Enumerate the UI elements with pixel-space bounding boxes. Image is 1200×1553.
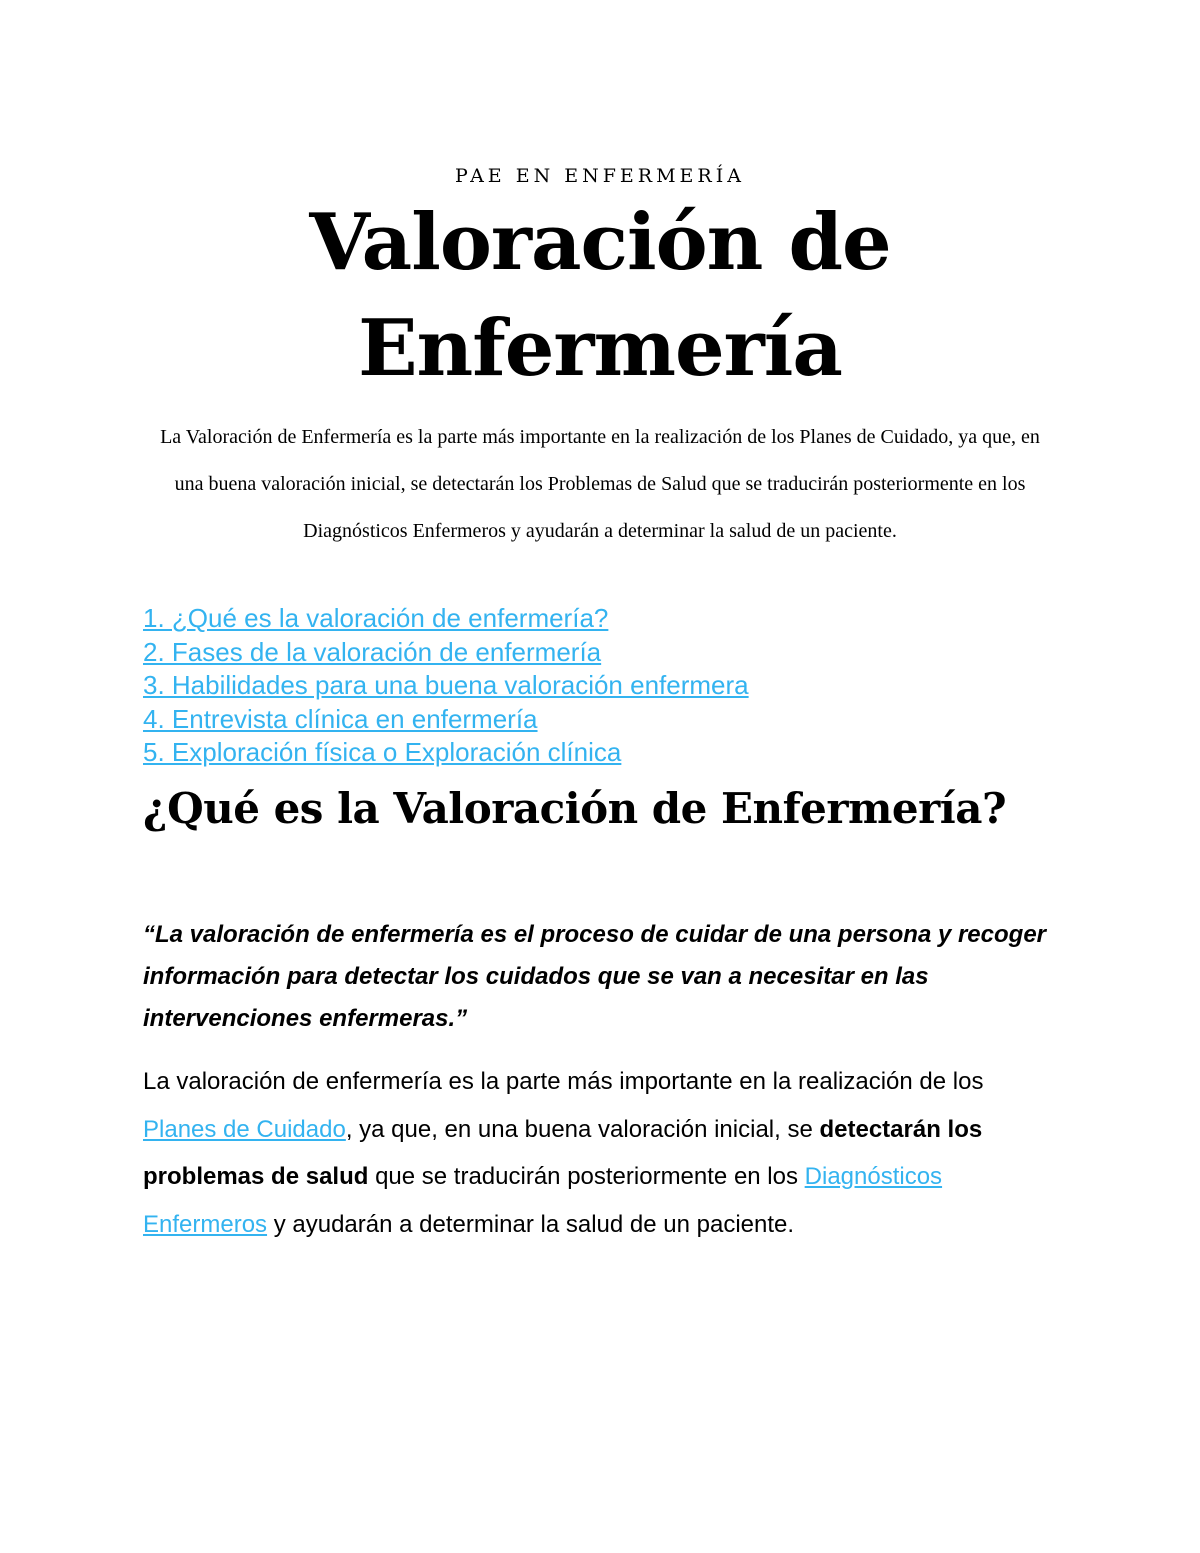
table-of-contents xyxy=(143,602,1063,770)
body-text-part-2: , ya que, en una buena valoración inicial, se xyxy=(345,1115,820,1143)
toc-link-5[interactable]: 5. Exploración física o Exploración clínica xyxy=(143,737,622,767)
toc-item xyxy=(143,703,1063,737)
body-paragraph xyxy=(143,1058,1063,1248)
body-text-part-1: La valoración de enfermería es la parte más importante en la realización de los xyxy=(143,1068,984,1095)
toc-item xyxy=(143,636,1063,670)
intro-paragraph: La Valoración de Enfermería es la parte más importante en la realización de los Planes de Cuidado, ya que, en una buena valoración inicial, se detectarán los Problemas de Salud que se traducirán posteriormente en los Diagnósticos Enfermeros y ayudarán a determinar la salud de un paciente. xyxy=(160,426,1040,542)
toc-link-3[interactable]: 3. Habilidades para una buena valoración enfermera xyxy=(143,670,749,700)
body-text-part-4: y ayudarán a determinar la salud de un paciente. xyxy=(267,1210,795,1238)
planes-de-cuidado-link[interactable]: Planes de Cuidado xyxy=(143,1115,346,1143)
toc-item xyxy=(143,602,1063,636)
page-title xyxy=(100,190,1100,402)
diagnosticos-enfermeros-link[interactable]: Diagnósticos Enfermeros xyxy=(143,1163,943,1238)
toc-link-4[interactable]: 4. Entrevista clínica en enfermería xyxy=(143,703,538,734)
definition-quote: “La valoración de enfermería es el proceso de cuidar de una persona y recoger información para detectar los cuidados que se van a necesitar en las intervenciones enfermeras.” xyxy=(143,921,1047,1032)
body-text-bold: detectarán los problemas de salud xyxy=(143,1115,983,1190)
toc-item xyxy=(143,669,1063,703)
category-kicker: PAE EN ENFERMERÍA xyxy=(455,165,745,187)
page-title-line-2: Enfermería xyxy=(358,303,842,394)
toc-link-1[interactable]: 1. ¿Qué es la valoración de enfermería? xyxy=(143,603,609,633)
page-title-line-1: Valoración de xyxy=(309,197,891,288)
section-heading: ¿Qué es la Valoración de Enfermería? xyxy=(143,784,1007,833)
toc-link-2[interactable]: 2. Fases de la valoración de enfermería xyxy=(143,636,602,667)
body-text-part-3: que se traducirán posteriormente en los xyxy=(368,1163,805,1190)
toc-item xyxy=(143,736,1063,770)
